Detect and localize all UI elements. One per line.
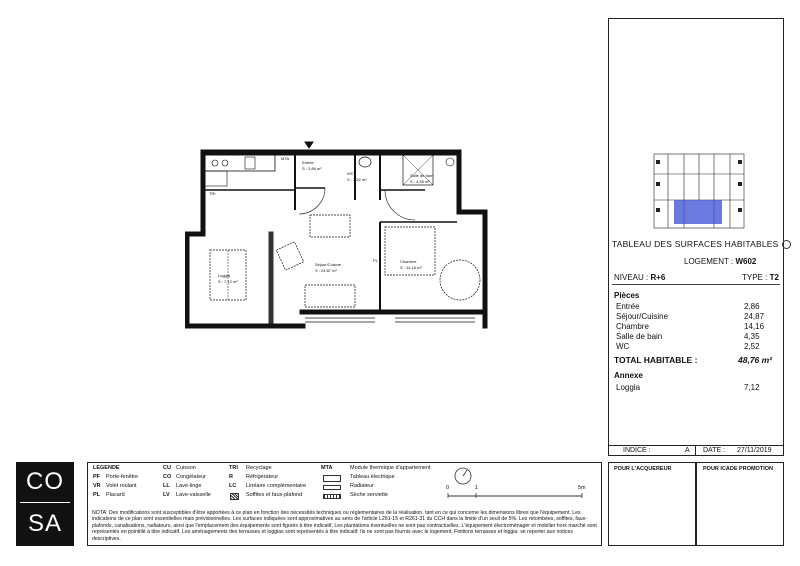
room-area: 4,35 (744, 332, 760, 341)
signature-label: POUR L'ACQUEREUR (614, 466, 672, 472)
room-row (616, 342, 776, 352)
plan-room-wc: WC (347, 171, 354, 176)
plan-code-pl: PL (373, 258, 378, 263)
date-value: 27/11/2019 (737, 447, 772, 454)
legend-text: Module thermique d'appartement (350, 465, 431, 471)
annexe-area: 7,12 (744, 383, 760, 392)
total-label: TOTAL HABITABLE : (614, 355, 698, 365)
divider (612, 284, 780, 285)
total-value: 48,76 m² (738, 355, 773, 365)
key-plan (652, 152, 746, 232)
scale-label: 0 (446, 485, 450, 491)
scale-label: 1 (475, 485, 479, 491)
legend-code: PF (93, 474, 101, 480)
legend-code: LV (163, 492, 170, 498)
legend-text: Sèche serviette (350, 492, 388, 498)
tableau-icon (323, 475, 341, 482)
legend-code: CU (163, 465, 171, 471)
plan-room-entree: Entrée (302, 160, 314, 165)
logo-line: SA (27, 510, 62, 537)
legend-text: Linéaire complémentaire (246, 483, 307, 489)
plan-area-wc: S : 2,52 m² (347, 177, 367, 182)
niveau-label: NIVEAU : (614, 273, 649, 282)
plan-area-loggia: S : 7,12 m² (218, 279, 238, 284)
legend-code: R (229, 474, 233, 480)
annexe-name: Loggia (616, 383, 641, 392)
scale-bar (446, 490, 586, 498)
type-row (742, 273, 779, 282)
plan-area-entree: S : 2,86 m² (302, 166, 322, 171)
room-area: 2,86 (744, 302, 760, 311)
logo-line: CO (26, 468, 64, 495)
logement-row (684, 257, 756, 266)
radiator-icon (323, 485, 341, 490)
signature-label: POUR ICADE PROMOTION (703, 466, 773, 472)
index-value: A (685, 447, 690, 454)
pieces-heading: Pièces (614, 291, 640, 300)
room-area: 14,16 (744, 322, 765, 331)
legend-text: Soffites et faux-plafond (246, 492, 303, 498)
niveau-value: R+6 (650, 273, 666, 282)
legend-text: Lave-linge (176, 483, 202, 489)
legend-code: CO (163, 474, 172, 480)
plan-room-loggia: Loggia (218, 273, 231, 278)
room-name: Séjour/Cuisine (616, 312, 669, 321)
legend-text: Congélateur (176, 474, 206, 480)
room-area: 2,52 (744, 342, 760, 351)
legend-text: Cuisson (176, 465, 196, 471)
logement-value: W602 (735, 257, 757, 266)
divider (695, 445, 696, 456)
legend-text: Réfrigérateur (246, 474, 279, 480)
legend-code: TRI (229, 465, 238, 471)
summary-title-text: TABLEAU DES SURFACES HABITABLES (612, 239, 779, 249)
legend-text: Radiateur (350, 483, 374, 489)
room-list (616, 302, 776, 352)
legend-text: Tableau électrique (350, 474, 395, 480)
annexe-row (616, 383, 776, 392)
plan-room-sejour: Séjour/Cuisine (315, 262, 342, 267)
index-bar (608, 445, 784, 456)
floor-plan (185, 140, 505, 330)
room-row (616, 302, 776, 312)
logement-label: LOGEMENT : (684, 257, 734, 266)
scale-label: 5m (578, 485, 586, 491)
legend-code: VR (93, 483, 101, 489)
legend-text: Volet roulant (106, 483, 137, 489)
date-label: DATE : (703, 447, 726, 454)
summary-title (612, 239, 791, 249)
type-value: T2 (769, 273, 779, 282)
north-arrow-icon (452, 465, 474, 487)
hatch-icon (230, 493, 239, 500)
index-label: INDICE : (623, 447, 651, 454)
logo-divider (20, 502, 70, 503)
legend-text: Placard (106, 492, 125, 498)
cosa-logo (16, 462, 74, 546)
plan-code-tri: TRI (209, 191, 216, 196)
room-name: Chambre (616, 322, 649, 331)
legend-text: Recyclage (246, 465, 272, 471)
room-area: 24,87 (744, 312, 765, 321)
signature-box-promotion (696, 462, 784, 546)
room-name: Salle de bain (616, 332, 663, 341)
room-name: WC (616, 342, 630, 351)
legend-text: Porte-fenêtre (106, 474, 139, 480)
circle-icon (782, 240, 791, 249)
plan-room-sdb: Salle de bain (410, 173, 434, 178)
legend-text: Lave-vaisselle (176, 492, 211, 498)
legend-code: LC (229, 483, 237, 489)
plan-room-chambre: Chambre (400, 259, 417, 264)
legend-code: LL (163, 483, 170, 489)
plan-area-chambre: S : 14,16 m² (400, 265, 422, 270)
signature-box-acquereur (608, 462, 696, 546)
room-row (616, 332, 776, 342)
plan-area-sejour: S : 24,87 m² (315, 268, 337, 273)
room-row (616, 322, 776, 332)
niveau-row (614, 273, 665, 282)
nota-text: NOTA: Des modifications sont susceptibles d'être apportées à ce plan en fonction des nécessités techniques ou réglementaires de la réalisation, tant en ce qui concerne les dimensions libres que l'équipement. Les indications de ce plan sont essentielles mais prévisionnelles. Les surfaces indiquées sont approximatives au sens de l'article L261-15 et R261-31 du CCH dans la limite d'un seuil de 5%. Les retombées, soffites, faux-plafonds, canalisations, radiateurs, ainsi que l'emplacement des équipements sont figurés à titre indicatif. Les plantations éventuelles ne sont pas contractuelles. L'équipement électroménager et mobilier hors marché sont représentés en pointillé à titre indicatif. Les aménagements des terrasses et loggias sont représentés à titre indicatif. Ils ne sont pas fournis avec le logement. Finitions terrasses et loggia: se reporter aux notices descriptives. (92, 510, 597, 542)
type-label: TYPE : (742, 273, 768, 282)
legend-heading: LEGENDE (93, 465, 120, 471)
towel-dryer-icon (323, 494, 341, 499)
room-name: Entrée (616, 302, 640, 311)
legend-code: MTA (321, 465, 333, 471)
annexe-heading: Annexe (614, 371, 643, 380)
plan-area-sdb: S : 4,35 m² (410, 179, 430, 184)
legend-code: PL (93, 492, 101, 498)
plan-code-mta: MTA (281, 156, 290, 161)
room-row (616, 312, 776, 322)
